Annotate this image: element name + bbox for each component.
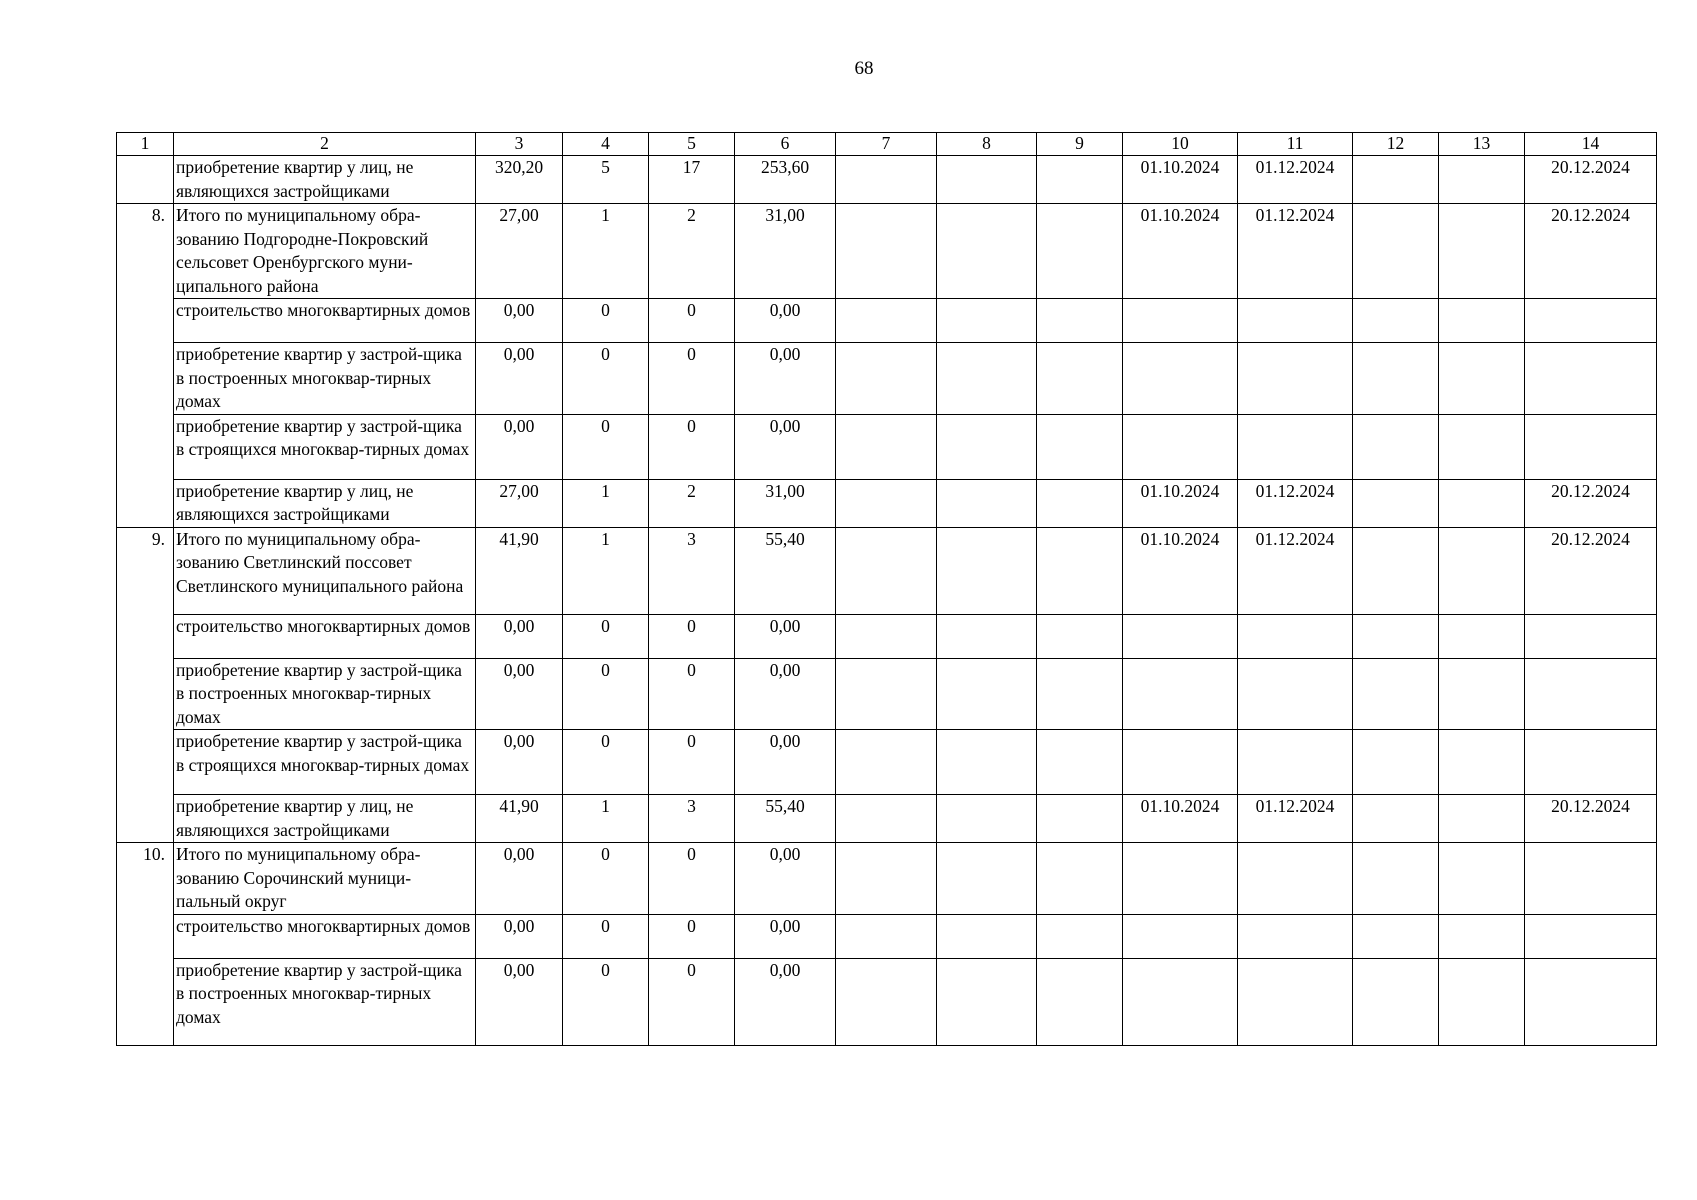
empty-cell [1353, 843, 1439, 915]
count-cell: 0 [649, 343, 735, 415]
column-header: 6 [735, 133, 836, 156]
empty-cell [1439, 479, 1525, 527]
date-cell [1525, 414, 1657, 479]
empty-cell [1037, 299, 1123, 343]
empty-cell [836, 658, 937, 730]
description-cell: Итого по муниципальному обра-зованию Сорочинский муници-пальный округ [174, 843, 476, 915]
area-cell: 0,00 [735, 414, 836, 479]
empty-cell [1037, 730, 1123, 795]
area-cell: 0,00 [735, 730, 836, 795]
empty-cell [1353, 527, 1439, 614]
empty-cell [1439, 527, 1525, 614]
count-cell: 0 [649, 843, 735, 915]
date-cell: 20.12.2024 [1525, 156, 1657, 204]
column-header: 10 [1123, 133, 1238, 156]
count-cell: 1 [563, 204, 649, 299]
count-cell: 0 [649, 414, 735, 479]
empty-cell [1439, 343, 1525, 415]
empty-cell [836, 156, 937, 204]
empty-cell [1353, 299, 1439, 343]
cost-cell: 320,20 [476, 156, 563, 204]
empty-cell [937, 914, 1037, 958]
count-cell: 3 [649, 527, 735, 614]
date-cell [1123, 843, 1238, 915]
count-cell: 0 [563, 658, 649, 730]
date-cell [1238, 958, 1353, 1045]
date-cell [1123, 614, 1238, 658]
empty-cell [1037, 156, 1123, 204]
area-cell: 0,00 [735, 614, 836, 658]
date-cell [1123, 914, 1238, 958]
column-header: 13 [1439, 133, 1525, 156]
date-cell [1238, 343, 1353, 415]
column-header: 7 [836, 133, 937, 156]
date-cell: 01.10.2024 [1123, 795, 1238, 843]
count-cell: 0 [563, 299, 649, 343]
cost-cell: 0,00 [476, 843, 563, 915]
cost-cell: 27,00 [476, 479, 563, 527]
table-row [117, 730, 1657, 795]
empty-cell [1037, 527, 1123, 614]
empty-cell [836, 343, 937, 415]
date-cell [1525, 658, 1657, 730]
count-cell: 2 [649, 204, 735, 299]
cost-cell: 27,00 [476, 204, 563, 299]
cost-cell: 0,00 [476, 730, 563, 795]
empty-cell [836, 730, 937, 795]
date-cell [1123, 299, 1238, 343]
description-cell: приобретение квартир у лиц, не являющихся застройщиками [174, 156, 476, 204]
empty-cell [937, 730, 1037, 795]
table-row [117, 414, 1657, 479]
date-cell: 01.10.2024 [1123, 479, 1238, 527]
empty-cell [1439, 614, 1525, 658]
area-cell: 31,00 [735, 479, 836, 527]
table-row [117, 343, 1657, 415]
date-cell [1238, 914, 1353, 958]
area-cell: 0,00 [735, 843, 836, 915]
date-cell: 20.12.2024 [1525, 479, 1657, 527]
date-cell: 01.12.2024 [1238, 479, 1353, 527]
empty-cell [937, 527, 1037, 614]
empty-cell [1353, 479, 1439, 527]
empty-cell [937, 414, 1037, 479]
description-cell: приобретение квартир у застрой-щика в построенных многоквар-тирных домах [174, 658, 476, 730]
description-cell: приобретение квартир у застрой-щика в строящихся многоквар-тирных домах [174, 414, 476, 479]
empty-cell [1353, 958, 1439, 1045]
column-header: 3 [476, 133, 563, 156]
empty-cell [937, 614, 1037, 658]
column-header: 2 [174, 133, 476, 156]
page-number: 68 [854, 58, 874, 79]
empty-cell [1353, 204, 1439, 299]
date-cell [1525, 914, 1657, 958]
empty-cell [836, 204, 937, 299]
date-cell: 20.12.2024 [1525, 527, 1657, 614]
empty-cell [1353, 914, 1439, 958]
column-header: 1 [117, 133, 174, 156]
column-header: 4 [563, 133, 649, 156]
empty-cell [1037, 343, 1123, 415]
empty-cell [1439, 730, 1525, 795]
count-cell: 0 [649, 914, 735, 958]
empty-cell [937, 204, 1037, 299]
description-cell: приобретение квартир у лиц, не являющихся застройщиками [174, 795, 476, 843]
area-cell: 55,40 [735, 527, 836, 614]
area-cell: 0,00 [735, 299, 836, 343]
cost-cell: 0,00 [476, 414, 563, 479]
date-cell [1123, 958, 1238, 1045]
empty-cell [1439, 658, 1525, 730]
empty-cell [1037, 614, 1123, 658]
table-row [117, 156, 1657, 204]
table-row [117, 658, 1657, 730]
row-number-cell [117, 156, 174, 204]
area-cell: 253,60 [735, 156, 836, 204]
row-number-cell: 9. [117, 527, 174, 843]
description-cell: Итого по муниципальному обра-зованию Подгородне-Покровский сельсовет Оренбургского муни-ципального района [174, 204, 476, 299]
column-header: 12 [1353, 133, 1439, 156]
date-cell: 01.10.2024 [1123, 204, 1238, 299]
empty-cell [1439, 156, 1525, 204]
empty-cell [836, 527, 937, 614]
empty-cell [937, 958, 1037, 1045]
empty-cell [836, 479, 937, 527]
date-cell [1238, 414, 1353, 479]
empty-cell [1439, 958, 1525, 1045]
empty-cell [836, 614, 937, 658]
date-cell: 01.12.2024 [1238, 795, 1353, 843]
count-cell: 0 [649, 958, 735, 1045]
table-row [117, 914, 1657, 958]
empty-cell [1037, 204, 1123, 299]
empty-cell [1439, 795, 1525, 843]
date-cell [1123, 730, 1238, 795]
description-cell: строительство многоквартирных домов [174, 299, 476, 343]
empty-cell [836, 958, 937, 1045]
empty-cell [1439, 204, 1525, 299]
description-cell: строительство многоквартирных домов [174, 614, 476, 658]
table-body [117, 133, 1657, 1046]
date-cell [1238, 843, 1353, 915]
empty-cell [937, 299, 1037, 343]
empty-cell [836, 914, 937, 958]
count-cell: 1 [563, 527, 649, 614]
empty-cell [836, 414, 937, 479]
cost-cell: 0,00 [476, 914, 563, 958]
empty-cell [1439, 914, 1525, 958]
count-cell: 0 [563, 730, 649, 795]
date-cell [1238, 730, 1353, 795]
table-row [117, 299, 1657, 343]
empty-cell [836, 843, 937, 915]
empty-cell [1353, 795, 1439, 843]
date-cell: 01.10.2024 [1123, 527, 1238, 614]
housing-program-table [116, 132, 1657, 1046]
table-row [117, 204, 1657, 299]
row-number-cell: 10. [117, 843, 174, 1046]
count-cell: 0 [563, 958, 649, 1045]
column-number-header-row [117, 133, 1657, 156]
date-cell [1525, 730, 1657, 795]
count-cell: 2 [649, 479, 735, 527]
count-cell: 0 [649, 299, 735, 343]
column-header: 5 [649, 133, 735, 156]
cost-cell: 0,00 [476, 614, 563, 658]
count-cell: 1 [563, 479, 649, 527]
date-cell [1525, 614, 1657, 658]
table-row [117, 843, 1657, 915]
count-cell: 0 [563, 343, 649, 415]
description-cell: строительство многоквартирных домов [174, 914, 476, 958]
cost-cell: 0,00 [476, 299, 563, 343]
area-cell: 55,40 [735, 795, 836, 843]
empty-cell [937, 795, 1037, 843]
empty-cell [1037, 795, 1123, 843]
cost-cell: 0,00 [476, 658, 563, 730]
table-row [117, 479, 1657, 527]
empty-cell [836, 795, 937, 843]
table-row [117, 527, 1657, 614]
table-row [117, 958, 1657, 1045]
cost-cell: 0,00 [476, 343, 563, 415]
date-cell [1123, 343, 1238, 415]
count-cell: 5 [563, 156, 649, 204]
empty-cell [1353, 730, 1439, 795]
count-cell: 17 [649, 156, 735, 204]
empty-cell [1353, 614, 1439, 658]
table-row [117, 614, 1657, 658]
description-cell: Итого по муниципальному обра-зованию Светлинский поссовет Светлинского муниципального района [174, 527, 476, 614]
empty-cell [1037, 843, 1123, 915]
count-cell: 0 [649, 658, 735, 730]
cost-cell: 41,90 [476, 527, 563, 614]
empty-cell [1353, 156, 1439, 204]
date-cell: 01.12.2024 [1238, 527, 1353, 614]
date-cell [1238, 299, 1353, 343]
date-cell [1525, 958, 1657, 1045]
column-header: 8 [937, 133, 1037, 156]
count-cell: 0 [563, 614, 649, 658]
empty-cell [937, 156, 1037, 204]
description-cell: приобретение квартир у застрой-щика в построенных многоквар-тирных домах [174, 958, 476, 1045]
date-cell [1525, 299, 1657, 343]
empty-cell [1353, 658, 1439, 730]
empty-cell [836, 299, 937, 343]
count-cell: 1 [563, 795, 649, 843]
date-cell [1123, 414, 1238, 479]
table-row [117, 795, 1657, 843]
date-cell [1525, 843, 1657, 915]
count-cell: 3 [649, 795, 735, 843]
count-cell: 0 [649, 614, 735, 658]
empty-cell [1439, 414, 1525, 479]
date-cell [1525, 343, 1657, 415]
empty-cell [1037, 958, 1123, 1045]
area-cell: 0,00 [735, 658, 836, 730]
cost-cell: 0,00 [476, 958, 563, 1045]
count-cell: 0 [563, 414, 649, 479]
empty-cell [937, 479, 1037, 527]
date-cell: 20.12.2024 [1525, 795, 1657, 843]
count-cell: 0 [563, 914, 649, 958]
cost-cell: 41,90 [476, 795, 563, 843]
area-cell: 31,00 [735, 204, 836, 299]
description-cell: приобретение квартир у застрой-щика в построенных многоквар-тирных домах [174, 343, 476, 415]
empty-cell [937, 843, 1037, 915]
area-cell: 0,00 [735, 914, 836, 958]
area-cell: 0,00 [735, 343, 836, 415]
empty-cell [1439, 843, 1525, 915]
date-cell: 01.12.2024 [1238, 156, 1353, 204]
description-cell: приобретение квартир у застрой-щика в строящихся многоквар-тирных домах [174, 730, 476, 795]
count-cell: 0 [649, 730, 735, 795]
date-cell [1123, 658, 1238, 730]
empty-cell [937, 658, 1037, 730]
empty-cell [1037, 414, 1123, 479]
date-cell [1238, 658, 1353, 730]
description-cell: приобретение квартир у лиц, не являющихся застройщиками [174, 479, 476, 527]
column-header: 14 [1525, 133, 1657, 156]
empty-cell [937, 343, 1037, 415]
date-cell: 20.12.2024 [1525, 204, 1657, 299]
empty-cell [1037, 658, 1123, 730]
count-cell: 0 [563, 843, 649, 915]
empty-cell [1439, 299, 1525, 343]
date-cell: 01.10.2024 [1123, 156, 1238, 204]
column-header: 9 [1037, 133, 1123, 156]
date-cell [1238, 614, 1353, 658]
row-number-cell: 8. [117, 204, 174, 528]
empty-cell [1037, 479, 1123, 527]
empty-cell [1353, 414, 1439, 479]
date-cell: 01.12.2024 [1238, 204, 1353, 299]
empty-cell [1353, 343, 1439, 415]
area-cell: 0,00 [735, 958, 836, 1045]
column-header: 11 [1238, 133, 1353, 156]
empty-cell [1037, 914, 1123, 958]
